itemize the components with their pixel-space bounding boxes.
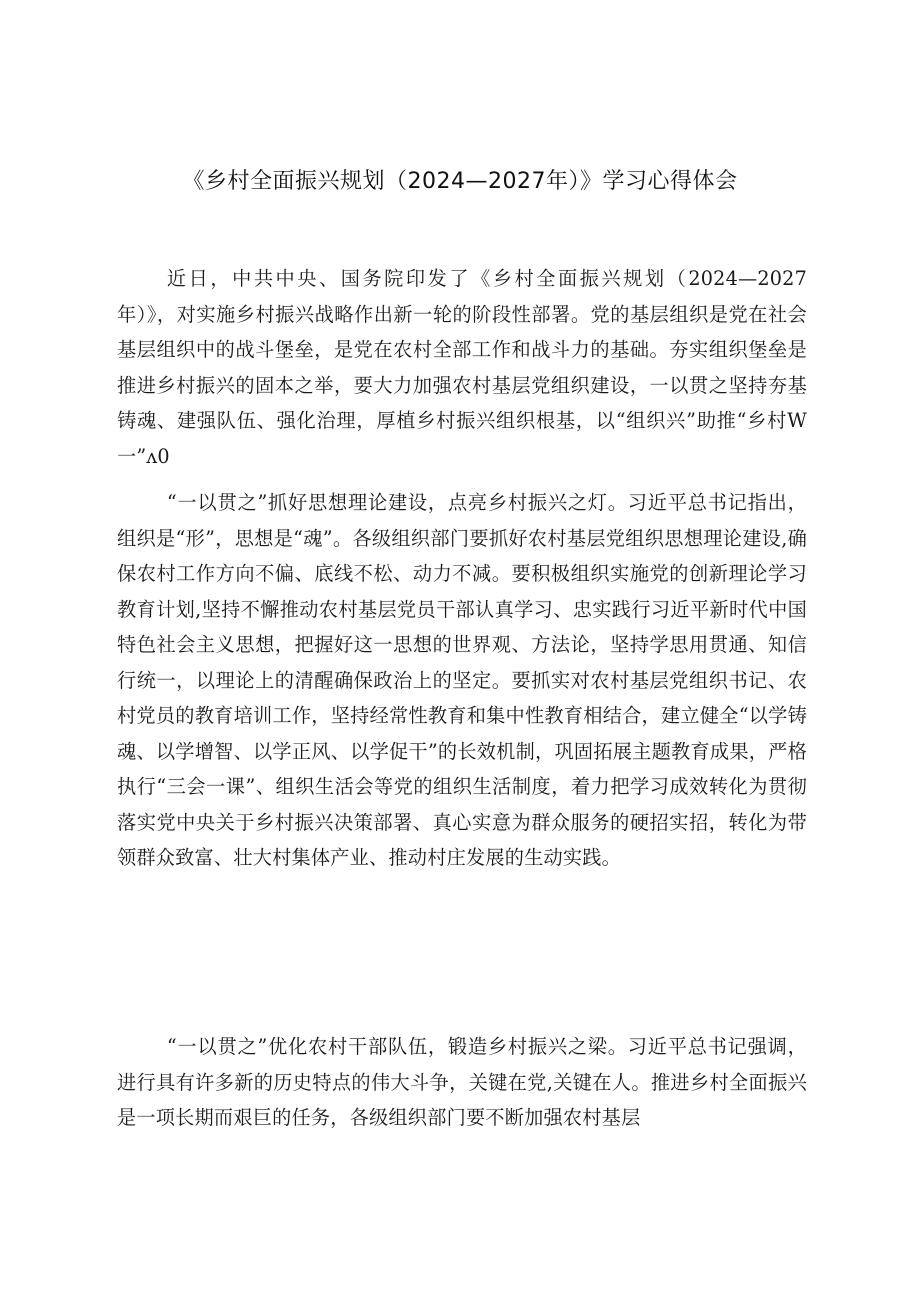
paragraph-1-block [117,261,807,474]
paragraph-3: “一以贯之”优化农村干部队伍，锻造乡村振兴之梁。习近平总书记强调，进行具有许多新的历史特点的伟大斗争，关键在党,关键在人。推进乡村全面振兴是一项长期而艰巨的任务，各级组织部门要不断加强农村基层 [117,1035,807,1129]
paragraph-1: 近日，中共中央、国务院印发了《乡村全面振兴规划（2024—2027年）》，对实施乡村振兴战略作出新一轮的阶段性部署。党的基层组织是党在社会基层组织中的战斗堡垒，是党在农村全部工作和战斗力的基础。夯实组织堡垒是推进乡村振兴的固本之举，要大力加强农村基层党组织建设，一以贯之坚持夯基铸魂、建强队伍、强化治理，厚植乡村振兴组织根基，以“组织兴”助推“乡村W一”ʌ0 [117,267,807,468]
paragraph-2-block [117,485,807,876]
document-title: 《乡村全面振兴规划（2024—2027年）》学习心得体会 [182,169,738,194]
paragraph-3-block [117,1029,807,1136]
paragraph-2: “一以贯之”抓好思想理论建设，点亮乡村振兴之灯。习近平总书记指出，组织是“形”，思想是“魂”。各级组织部门要抓好农村基层党组织思想理论建设,确保农村工作方向不偏、底线不松、动力不减。要积极组织实施党的创新理论学习教育计划,坚持不懈推动农村基层党员干部认真学习、忠实践行习近平新时代中国特色社会主义思想，把握好这一思想的世界观、方法论，坚持学思用贯通、知信行统一，以理论上的清醒确保政治上的坚定。要抓实对农村基层党组织书记、农村党员的教育培训工作，坚持经常性教育和集中性教育相结合，建立健全“以学铸魂、以学增智、以学正风、以学促干”的长效机制，巩固拓展主题教育成果，严格执行“三会一课”、组织生活会等党的组织生活制度，着力把学习成效转化为贯彻落实党中央关于乡村振兴决策部署、真心实意为群众服务的硬招实招，转化为带领群众致富、壮大村集体产业、推动村庄发展的生动实践。 [117,491,807,869]
